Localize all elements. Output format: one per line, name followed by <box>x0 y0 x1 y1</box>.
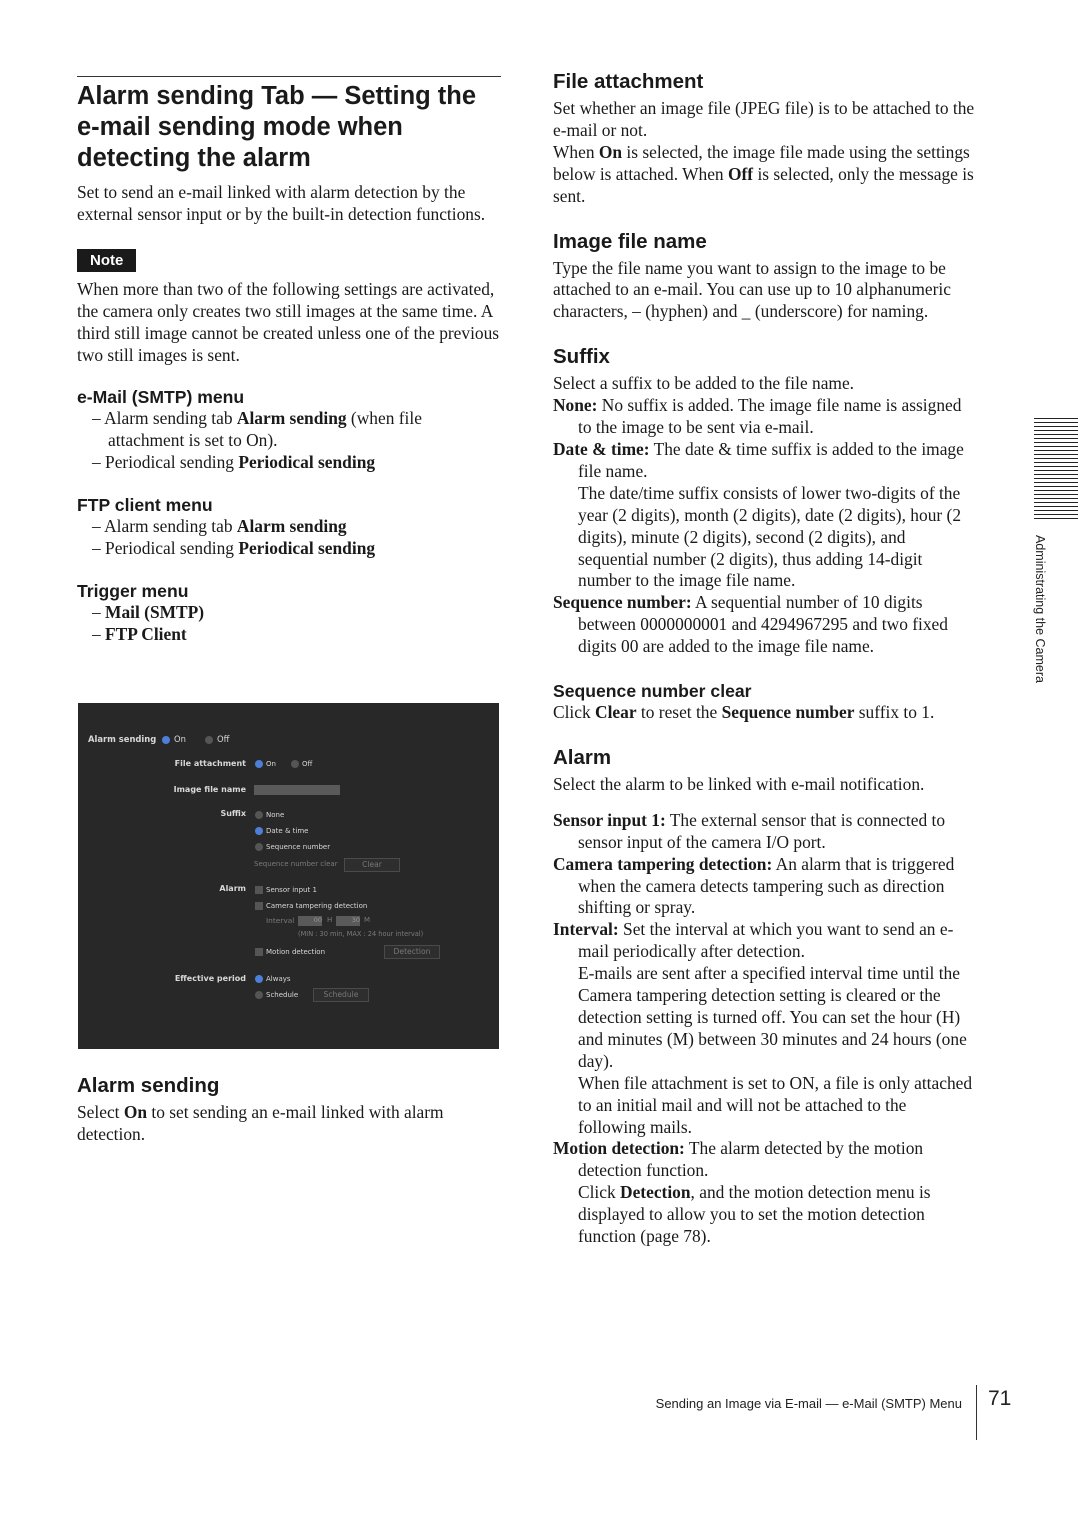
footer-divider <box>976 1385 977 1440</box>
motion-detection-label: Motion detection <box>266 948 326 956</box>
suffix-none-radio[interactable] <box>255 811 263 819</box>
side-tab-label: Administrating the Camera <box>1033 535 1047 683</box>
alarm-interval-def: Interval: Set the interval at which you want to send an e-mail periodically after detection. <box>553 919 954 962</box>
alarm-tamper-def: Camera tampering detection: An alarm that is triggered when the camera detects tampering such as direction shifting or spray. <box>553 853 955 918</box>
alarm-sending-text: Select On to set sending an e-mail linked with alarm detection. <box>77 1102 444 1144</box>
page-title: Alarm sending Tab — Setting the e-mail sending mode when detecting the alarm <box>77 82 477 172</box>
sequence-clear-text: Click Clear to reset the Sequence number suffix to 1. <box>553 702 935 723</box>
alarm-sending-label: Alarm sending <box>88 734 157 744</box>
footer-section-title: Sending an Image via E-mail — e-Mail (SMTP) Menu <box>655 1396 962 1411</box>
image-file-name-input[interactable] <box>254 785 340 795</box>
alarm-intro: Select the alarm to be linked with e-mail notification. <box>553 773 925 794</box>
effective-period-label: Effective period <box>174 974 246 983</box>
schedule-button[interactable]: Schedule <box>313 988 369 1002</box>
suffix-sequence-radio[interactable] <box>255 843 263 851</box>
left-column <box>77 76 501 646</box>
image-file-name-label: Image file name <box>173 785 246 794</box>
list-item: – Alarm sending tab Alarm sending <box>92 516 347 537</box>
list-item: – FTP Client <box>92 623 187 644</box>
alarm-sending-off-label: Off <box>217 734 230 744</box>
heading-rule <box>77 76 501 77</box>
interval-minute-unit: M <box>364 916 371 924</box>
alarm-heading: Alarm <box>553 745 612 769</box>
side-tab-marker <box>1034 418 1078 520</box>
motion-detection-checkbox[interactable] <box>255 948 263 956</box>
suffix-date-time-radio[interactable] <box>255 827 263 835</box>
list-item: – Mail (SMTP) <box>92 601 205 622</box>
right-column <box>553 70 978 1248</box>
suffix-intro: Select a suffix to be added to the file name. <box>553 373 855 394</box>
file-attachment-label: File attachment <box>174 759 246 768</box>
alarm-sending-section <box>77 1074 501 1146</box>
alarm-sending-on-label: On <box>174 734 186 744</box>
suffix-none-def: None: No suffix is added. The image file name is assigned to the image to be sent via e-mail. <box>553 395 962 438</box>
camera-tampering-checkbox[interactable] <box>255 902 263 910</box>
interval-label: Interval <box>266 916 295 925</box>
file-attachment-on-radio[interactable] <box>255 760 263 768</box>
effective-always-radio[interactable] <box>255 975 263 983</box>
alarm-sending-settings-screenshot <box>78 703 499 1049</box>
suffix-date-time-label: Date & time <box>266 827 309 835</box>
suffix-sequence-label: Sequence number <box>266 843 331 851</box>
alarm-interval-sub1: E-mails are sent after a specified interval time until the Camera tampering detection setting is cleared or the detection setting is turned off. You can set the hour (H) and minutes (M) between 30 minutes and 24 hours (one day). <box>578 963 967 1071</box>
sensor-input-label: Sensor input 1 <box>266 886 317 894</box>
file-attachment-on-label: On <box>266 760 276 768</box>
interval-hour-input[interactable]: 00 <box>298 916 322 926</box>
image-file-name-text: Type the file name you want to assign to the image to be attached to an e-mail. You can use up to 10 alphanumeric characters, – (hyphen) and _ (underscore) for naming. <box>553 257 951 322</box>
alarm-interval-sub2: When file attachment is set to ON, a file is only attached to an initial mail and will not be attached to the following mails. <box>578 1072 973 1137</box>
alarm-label: Alarm <box>219 884 246 893</box>
list-item: – Periodical sending Periodical sending <box>92 452 376 473</box>
sequence-clear-label: Sequence number clear <box>254 860 338 868</box>
note-badge: Note <box>77 249 136 272</box>
file-attachment-off-radio[interactable] <box>291 760 299 768</box>
page-number: 71 <box>988 1387 1012 1410</box>
suffix-label: Suffix <box>220 809 246 818</box>
file-attachment-heading: File attachment <box>553 70 704 93</box>
suffix-seq-def: Sequence number: A sequential number of 10 digits between 0000000001 and 4294967295 and two fixed digits 00 are added to the image file name. <box>553 592 948 657</box>
file-attachment-p1: Set whether an image file (JPEG file) is to be attached to the e-mail or not. <box>553 98 975 140</box>
ftp-menu-heading: FTP client menu <box>77 495 213 516</box>
suffix-date-sub: The date/time suffix consists of lower two-digits of the year (2 digits), month (2 digits), date (2 digits), hour (2 digits), minute (2 digits), second (2 digits), and sequential number (2 digits), thus adding 14-digit number to the image file name. <box>578 482 962 591</box>
detection-button[interactable]: Detection <box>384 945 440 959</box>
effective-always-label: Always <box>266 975 291 983</box>
interval-hour-unit: H <box>327 916 333 924</box>
suffix-date-def: Date & time: The date & time suffix is added to the image file name. <box>553 438 964 481</box>
image-file-name-heading: Image file name <box>553 229 707 253</box>
file-attachment-off-label: Off <box>302 760 313 768</box>
sequence-clear-heading: Sequence number clear <box>553 681 752 702</box>
alarm-motion-def: Motion detection: The alarm detected by the motion detection function. <box>553 1138 924 1181</box>
file-attachment-p2: When On is selected, the image file made using the settings below is attached. When Off is selected, only the message is sent. <box>553 141 974 206</box>
alarm-motion-sub: Click Detection, and the motion detection menu is displayed to allow you to set the motion detection function (page 78). <box>578 1182 931 1247</box>
effective-schedule-label: Schedule <box>266 991 299 999</box>
interval-minute-input[interactable]: 30 <box>336 916 360 926</box>
clear-button[interactable]: Clear <box>344 858 400 872</box>
alarm-sending-heading: Alarm sending <box>77 1074 220 1097</box>
alarm-sending-on-radio[interactable] <box>162 736 170 744</box>
suffix-heading: Suffix <box>553 345 610 369</box>
intro-paragraph: Set to send an e-mail linked with alarm detection by the external sensor input or by the built-in detection functions. <box>77 182 486 224</box>
note-text: When more than two of the following settings are activated, the camera only creates two still images at the same time. A third still image cannot be created unless one of the previous two still images is sent. <box>77 278 500 365</box>
trigger-menu-heading: Trigger menu <box>77 580 189 601</box>
list-item: – Alarm sending tab Alarm sending (when file attachment is set to On). <box>92 408 422 451</box>
alarm-sending-off-radio[interactable] <box>205 736 213 744</box>
interval-note: (MIN : 30 min, MAX : 24 hour interval) <box>298 930 424 938</box>
camera-tampering-label: Camera tampering detection <box>266 902 368 910</box>
smtp-menu-heading: e-Mail (SMTP) menu <box>77 387 245 408</box>
suffix-none-label: None <box>266 811 285 819</box>
sensor-input-checkbox[interactable] <box>255 886 263 894</box>
list-item: – Periodical sending Periodical sending <box>92 538 376 559</box>
alarm-sensor-def: Sensor input 1: The external sensor that is connected to sensor input of the camera I/O port. <box>553 809 946 852</box>
effective-schedule-radio[interactable] <box>255 991 263 999</box>
